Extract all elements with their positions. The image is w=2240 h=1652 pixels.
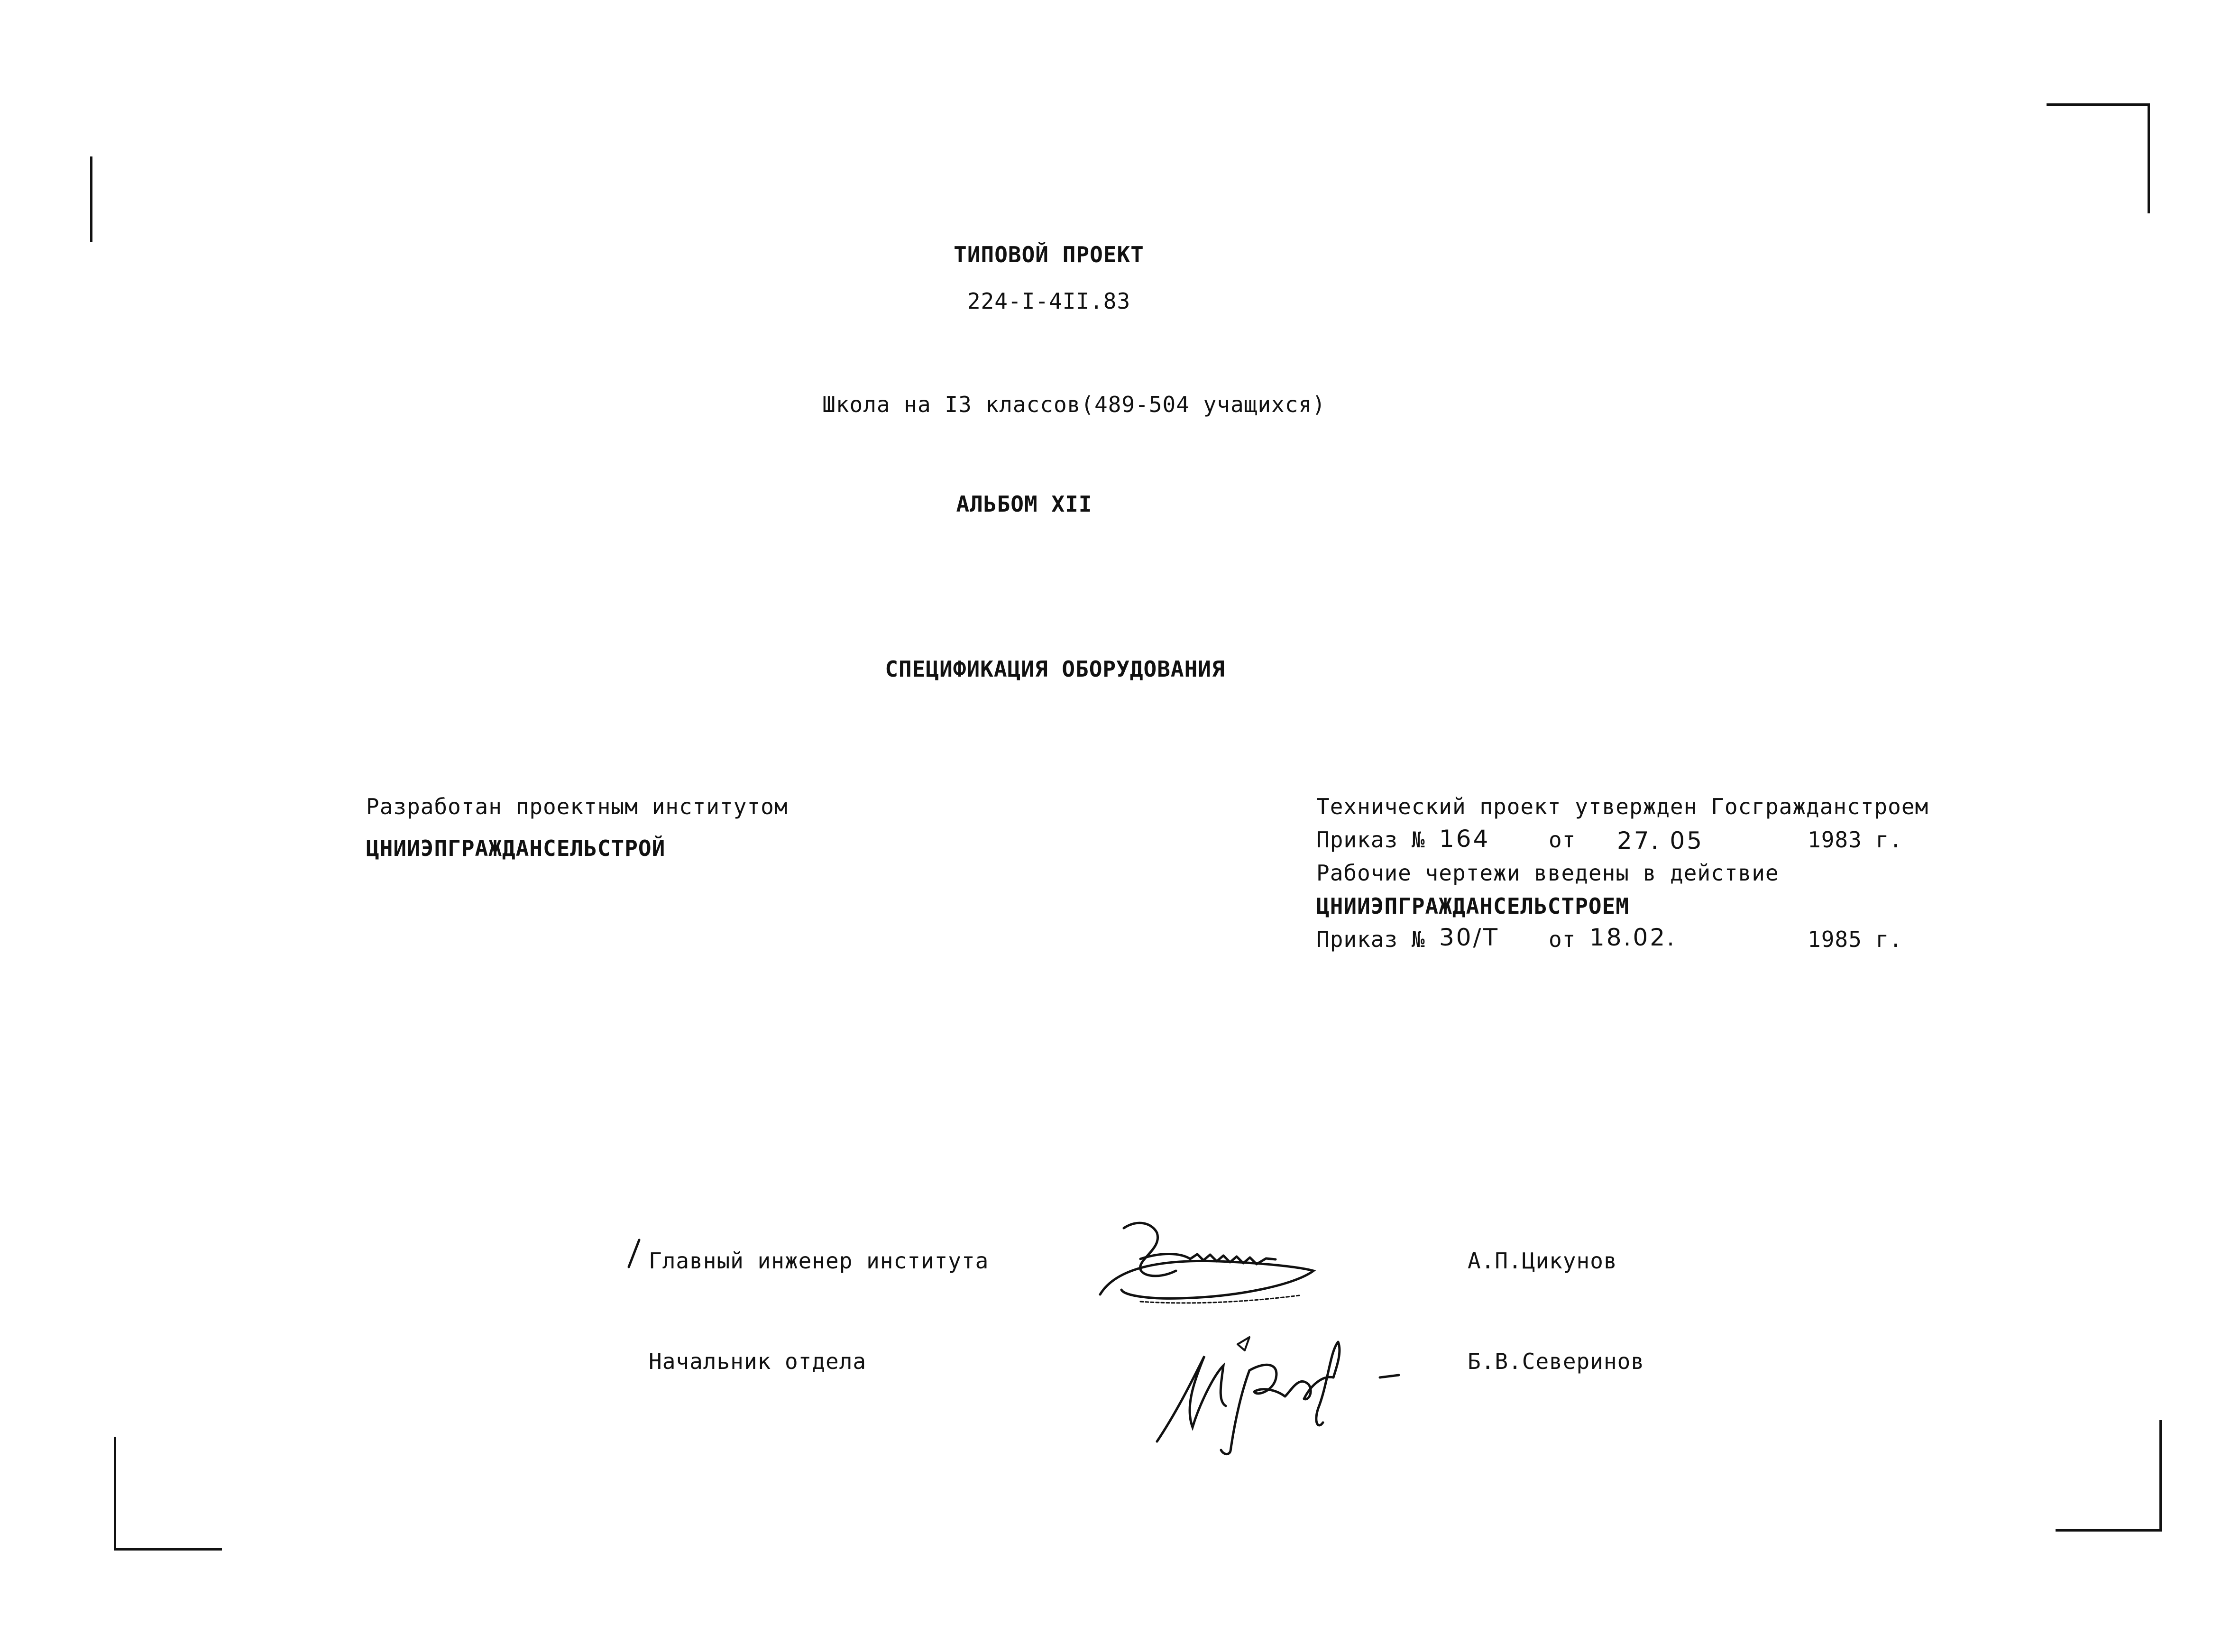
margin-tick-mark bbox=[625, 1238, 644, 1271]
chief-engineer-title: Главный инженер института bbox=[649, 1248, 989, 1274]
project-number: 224-I-4II.83 bbox=[967, 288, 1131, 314]
order2-year: 1985 г. bbox=[1808, 927, 1903, 952]
order1-date: 27. 05 bbox=[1617, 827, 1704, 854]
crop-mark-bottom-right-vertical bbox=[2159, 1420, 2162, 1532]
document-type-label: ТИПОВОЙ ПРОЕКТ bbox=[954, 242, 1144, 267]
crop-mark-top-left bbox=[90, 156, 92, 242]
department-head-title: Начальник отдела bbox=[649, 1349, 867, 1374]
approval-line-3: Рабочие чертежи введены в действие bbox=[1316, 860, 1779, 886]
crop-mark-bottom-left-vertical bbox=[114, 1437, 116, 1551]
approval-line-1: Технический проект утвержден Госгражданстроем bbox=[1316, 794, 1929, 819]
chief-engineer-name: А.П.Цикунов bbox=[1468, 1248, 1617, 1274]
crop-mark-bottom-right-horizontal bbox=[2056, 1529, 2162, 1532]
crop-mark-bottom-left-horizontal bbox=[114, 1548, 222, 1551]
department-head-signature-image bbox=[1148, 1313, 1413, 1456]
order1-from: от bbox=[1549, 827, 1576, 853]
department-head-name: Б.В.Северинов bbox=[1468, 1349, 1645, 1374]
order2-number: 30/Т bbox=[1439, 924, 1500, 951]
order2-from: от bbox=[1549, 927, 1576, 952]
crop-mark-top-right-horizontal bbox=[2047, 103, 2150, 106]
order2-label: Приказ № bbox=[1316, 927, 1425, 952]
order2-date: 18.02. bbox=[1589, 924, 1677, 951]
order1-year: 1983 г. bbox=[1808, 827, 1903, 853]
crop-mark-top-right-vertical bbox=[2148, 103, 2150, 213]
approval-line-4: ЦНИИЭПГРАЖДАНСЕЛЬСТРОЕМ bbox=[1316, 893, 1629, 919]
chief-engineer-signature-image bbox=[1095, 1214, 1323, 1309]
school-title: Школа на I3 классов(489-504 учащихся) bbox=[822, 392, 1326, 417]
developer-institute: ЦНИИЭПГРАЖДАНСЕЛЬСТРОЙ bbox=[366, 835, 666, 861]
order1-label: Приказ № bbox=[1316, 827, 1425, 853]
order1-number: 164 bbox=[1439, 825, 1490, 853]
section-title: СПЕЦИФИКАЦИЯ ОБОРУДОВАНИЯ bbox=[885, 656, 1225, 682]
developer-label: Разработан проектным институтом bbox=[366, 794, 788, 819]
album-label: АЛЬБОМ XII bbox=[956, 491, 1092, 517]
